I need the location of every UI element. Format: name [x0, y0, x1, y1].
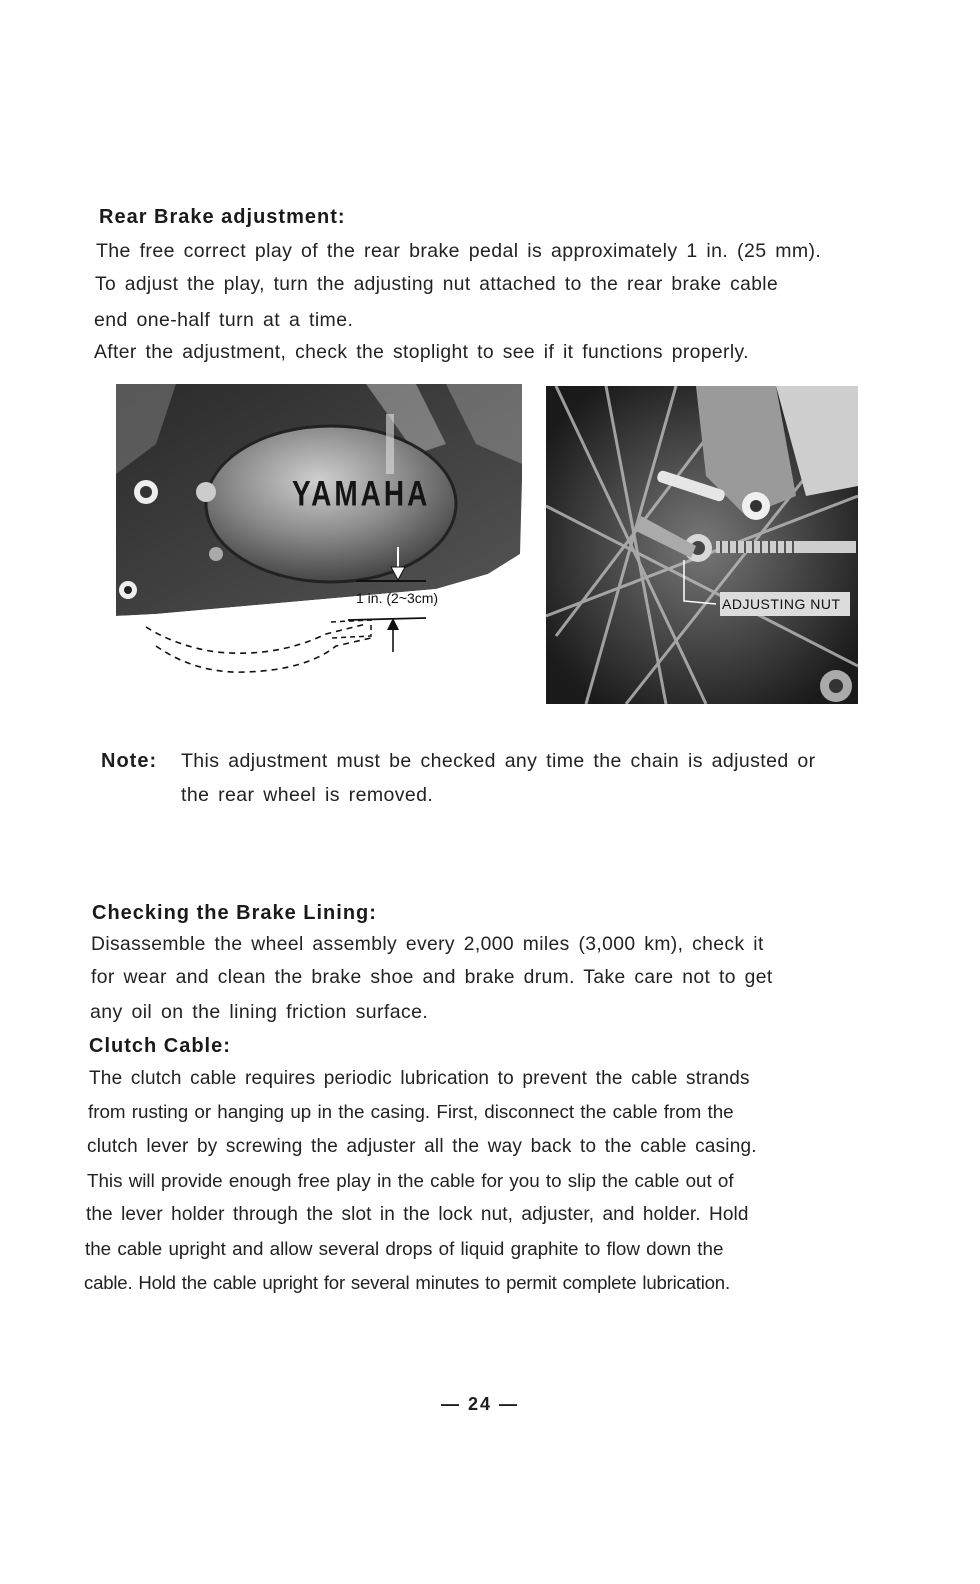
clutch-cable-line: from rusting or hanging up in the casing. First, disconnect the cable from the	[88, 1101, 734, 1122]
brake-pedal-figure	[116, 384, 522, 684]
clutch-cable-line: the cable upright and allow several drops of liquid graphite to flow down the	[85, 1238, 724, 1259]
clutch-cable-line: the lever holder through the slot in the lock nut, adjuster, and holder. Hold	[86, 1204, 749, 1225]
brake-rod-photo	[546, 386, 858, 704]
note-line: the rear wheel is removed.	[181, 784, 434, 806]
brake-lining-heading: Checking the Brake Lining:	[92, 902, 377, 924]
brake-lining-line: any oil on the lining friction surface.	[90, 1001, 429, 1023]
adjusting-nut-figure	[546, 386, 858, 704]
pedal-play-label: 1 in. (2~3cm)	[356, 590, 439, 606]
clutch-cable-line: The clutch cable requires periodic lubrication to prevent the cable strands	[89, 1068, 750, 1089]
rear-brake-line: To adjust the play, turn the adjusting nut attached to the rear brake cable	[95, 274, 779, 295]
engine-photo	[116, 384, 522, 684]
clutch-cable-line: cable. Hold the cable upright for several minutes to permit complete lubrication.	[84, 1272, 730, 1293]
rear-brake-line: After the adjustment, check the stoplight to see if it functions properly.	[94, 342, 749, 363]
rear-brake-line: end one-half turn at a time.	[94, 309, 354, 331]
clutch-cable-heading: Clutch Cable:	[89, 1035, 231, 1057]
clutch-cable-line: This will provide enough free play in the cable for you to slip the cable out of	[87, 1170, 734, 1191]
rear-brake-heading: Rear Brake adjustment:	[99, 206, 346, 228]
clutch-cable-line: clutch lever by screwing the adjuster all the way back to the cable casing.	[87, 1136, 757, 1157]
adjusting-nut-label: ADJUSTING NUT	[722, 596, 841, 612]
note-label: Note:	[101, 750, 158, 772]
brake-lining-line: Disassemble the wheel assembly every 2,000 miles (3,000 km), check it	[91, 934, 764, 955]
rear-brake-line: The free correct play of the rear brake pedal is approximately 1 in. (25 mm).	[96, 240, 822, 262]
note-line: This adjustment must be checked any time the chain is adjusted or	[181, 750, 816, 772]
brake-lining-line: for wear and clean the brake shoe and brake drum. Take care not to get	[91, 967, 773, 988]
page-number: — 24 —	[441, 1394, 520, 1414]
engine-logo-text: YAMAHA	[292, 474, 431, 513]
